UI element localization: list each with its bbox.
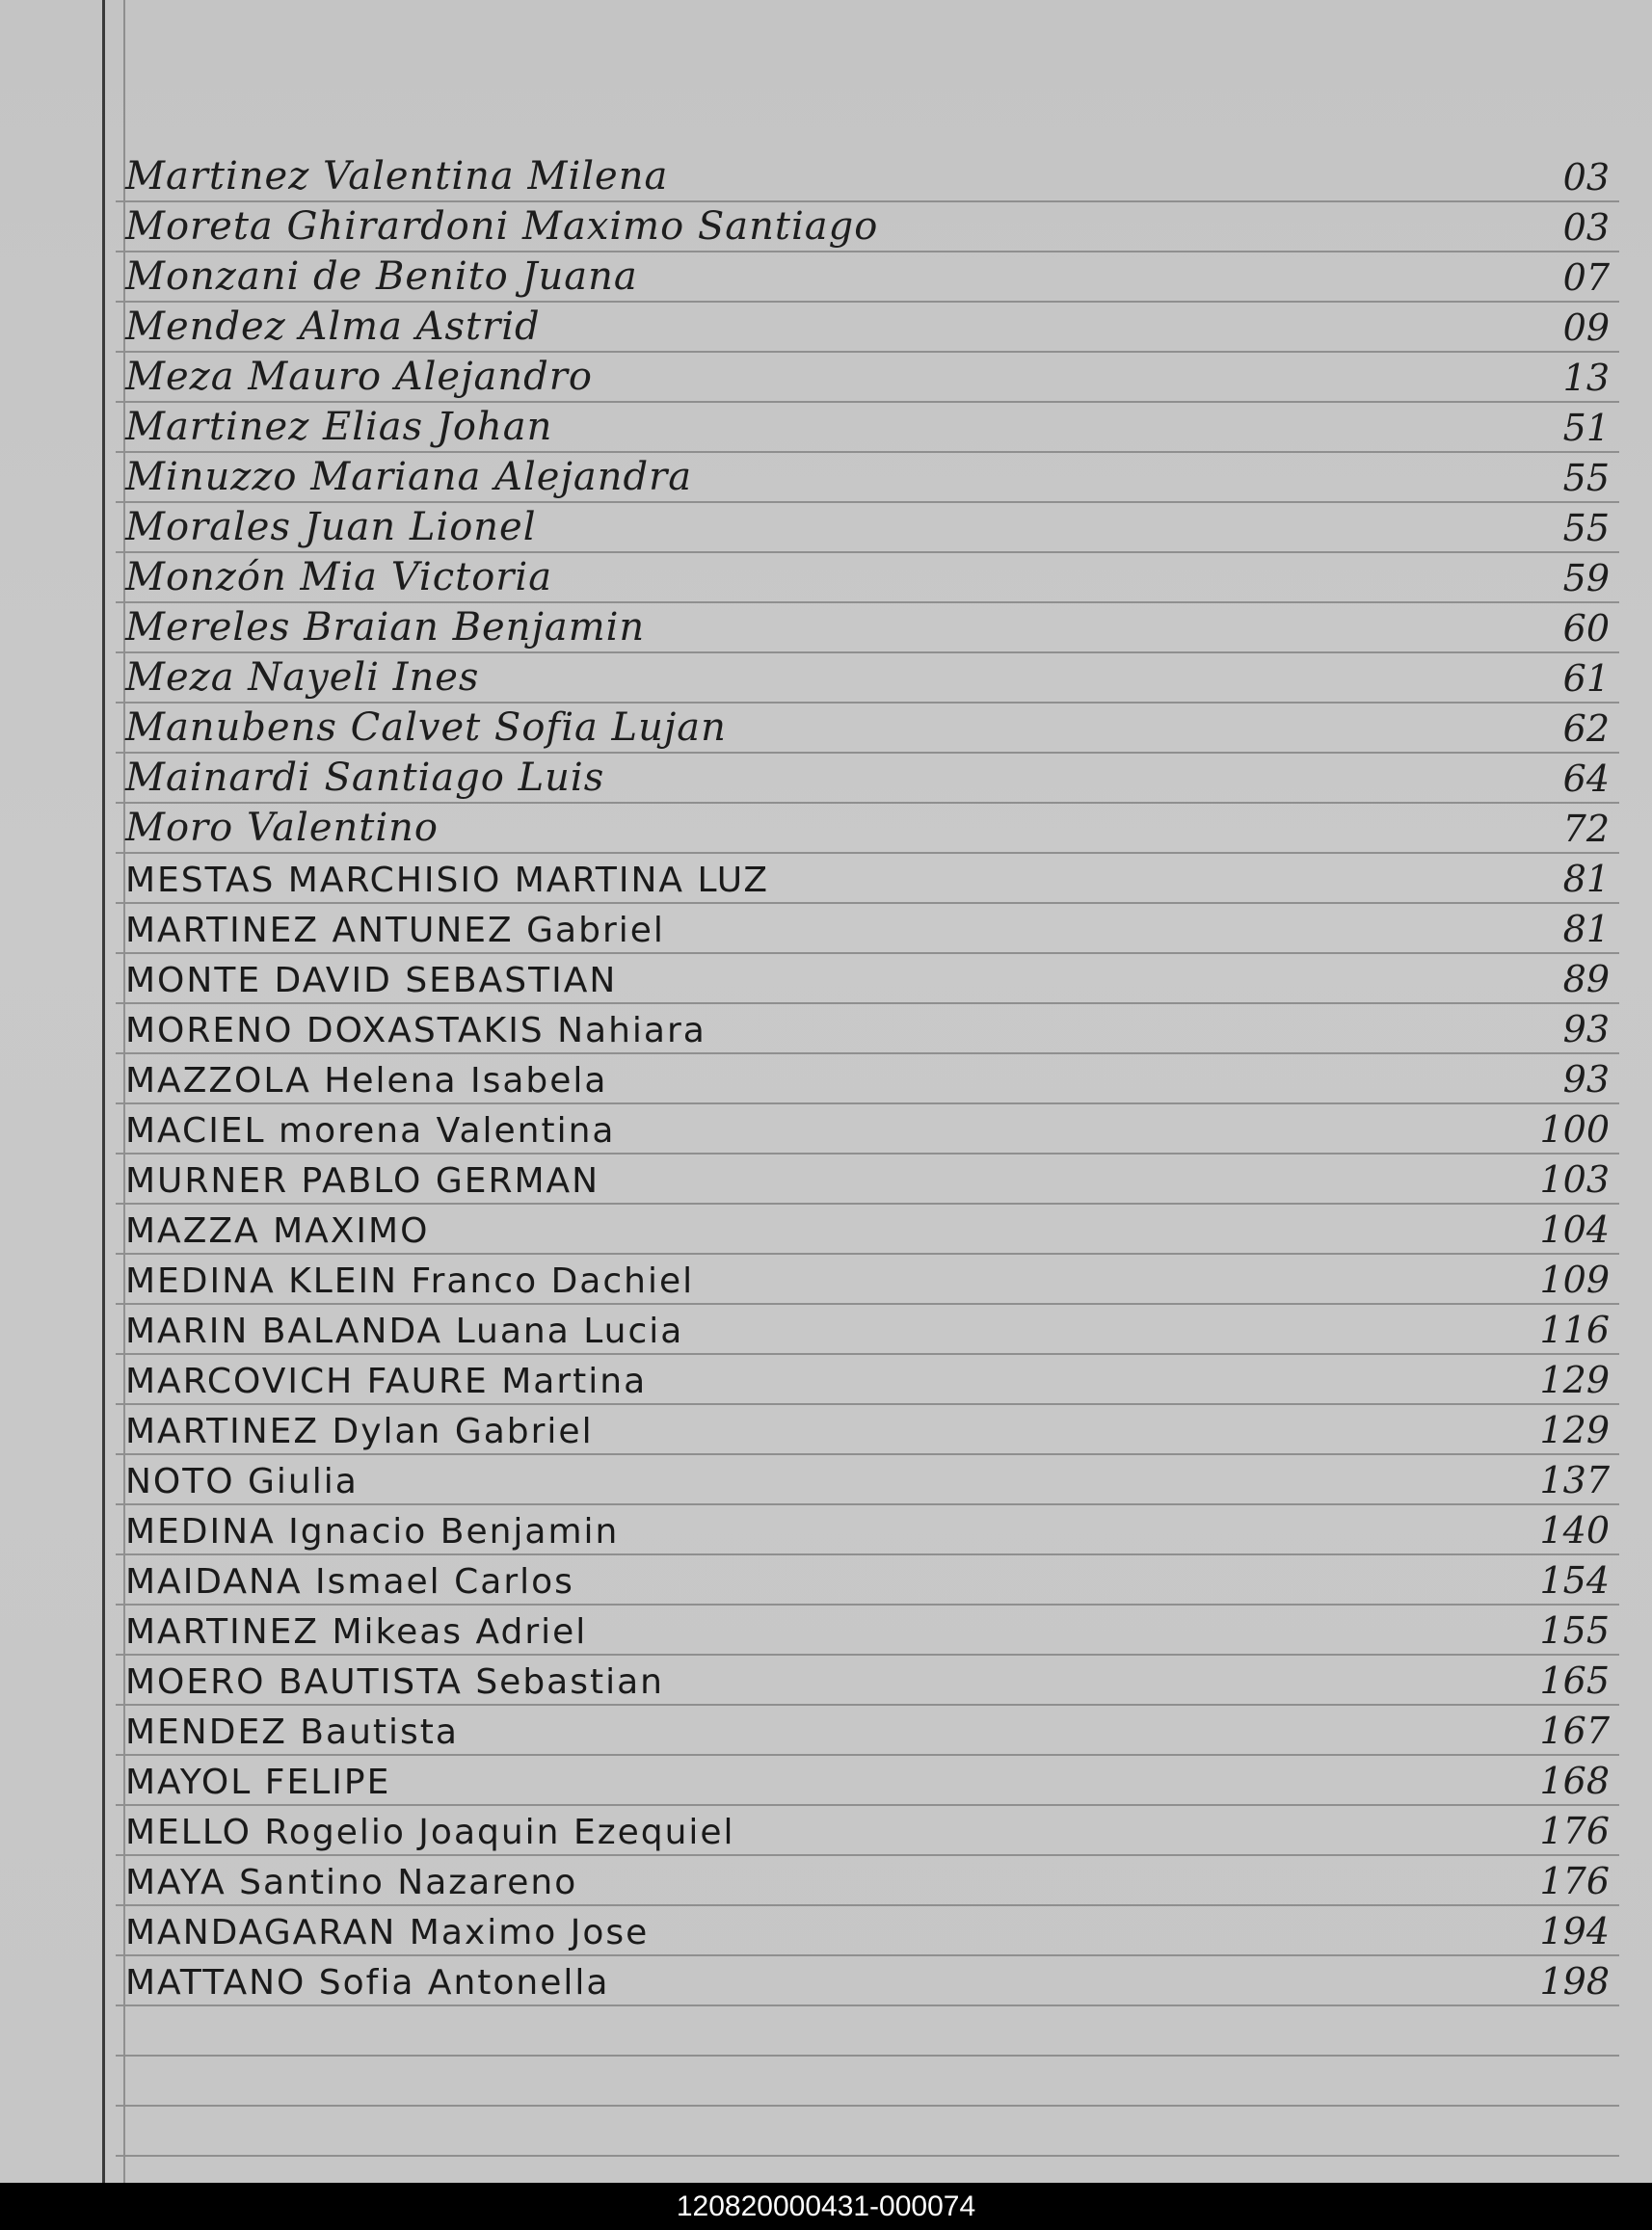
entry-number: 03 [1562, 206, 1610, 249]
ruled-line [116, 2055, 1619, 2057]
entry-number: 129 [1539, 1359, 1610, 1401]
list-item [125, 1155, 1610, 1205]
entry-number: 167 [1539, 1710, 1610, 1752]
entry-number: 55 [1562, 457, 1610, 499]
entry-number: 176 [1539, 1860, 1610, 1902]
list-item [125, 1004, 1610, 1054]
entry-number: 03 [1562, 156, 1610, 199]
list-item [125, 1405, 1610, 1455]
list-item [125, 1255, 1610, 1305]
list-item [125, 202, 1610, 252]
list-item [125, 503, 1610, 553]
list-item [125, 1706, 1610, 1756]
list-item [125, 1505, 1610, 1555]
entry-number: 81 [1562, 908, 1610, 950]
entry-number: 154 [1539, 1559, 1610, 1602]
student-name: MELLO Rogelio Joaquin Ezequiel [125, 1813, 735, 1852]
list-item [125, 954, 1610, 1004]
student-name: MESTAS MARCHISIO MARTINA LUZ [125, 861, 770, 900]
list-item [125, 754, 1610, 804]
student-name: MEDINA Ignacio Benjamin [125, 1512, 620, 1552]
entry-number: 104 [1539, 1208, 1610, 1251]
student-name: MARTINEZ Mikeas Adriel [125, 1612, 588, 1652]
student-name: MONTE DAVID SEBASTIAN [125, 961, 618, 1000]
entry-number: 93 [1562, 1008, 1610, 1050]
student-name: MATTANO Sofia Antonella [125, 1963, 610, 2003]
entry-number: 93 [1562, 1058, 1610, 1101]
list-item [125, 1054, 1610, 1104]
list-item [125, 1906, 1610, 1956]
entry-number: 81 [1562, 858, 1610, 900]
student-name: Monzani de Benito Juana [125, 254, 638, 299]
list-item [125, 1856, 1610, 1906]
student-name: Morales Juan Lionel [125, 505, 537, 549]
entry-number: 60 [1562, 607, 1610, 650]
list-item [125, 152, 1610, 202]
list-item [125, 904, 1610, 954]
entry-number: 137 [1539, 1459, 1610, 1501]
student-name: MARIN BALANDA Luana Lucia [125, 1312, 684, 1351]
list-item [125, 1555, 1610, 1606]
student-name: Meza Nayeli Ines [125, 655, 480, 700]
student-name: MANDAGARAN Maximo Jose [125, 1913, 650, 1952]
list-item [125, 553, 1610, 603]
student-name: Monzón Mia Victoria [125, 555, 553, 599]
entry-number: 62 [1562, 707, 1610, 750]
list-item [125, 303, 1610, 353]
list-item [125, 1104, 1610, 1155]
list-item [125, 603, 1610, 653]
student-name: MARCOVICH FAURE Martina [125, 1362, 648, 1401]
entry-number: 59 [1562, 557, 1610, 599]
list-item [125, 1205, 1610, 1255]
student-name: Moreta Ghirardoni Maximo Santiago [125, 204, 879, 249]
student-name: MAZZOLA Helena Isabela [125, 1061, 608, 1101]
student-name: MARTINEZ ANTUNEZ Gabriel [125, 911, 665, 950]
list-item [125, 1806, 1610, 1856]
list-item [125, 804, 1610, 854]
entry-number: 168 [1539, 1760, 1610, 1802]
entry-number: 109 [1539, 1259, 1610, 1301]
student-name: MACIEL morena Valentina [125, 1111, 616, 1151]
student-name: MENDEZ Bautista [125, 1712, 459, 1752]
student-name: MORENO DOXASTAKIS Nahiara [125, 1011, 706, 1050]
student-name: Moro Valentino [125, 806, 439, 850]
list-item [125, 353, 1610, 403]
entry-number: 176 [1539, 1810, 1610, 1852]
student-name: MAYA Santino Nazareno [125, 1863, 578, 1902]
student-name: MAYOL FELIPE [125, 1763, 391, 1802]
list-item [125, 1656, 1610, 1706]
student-name: Meza Mauro Alejandro [125, 355, 593, 399]
ruled-line [116, 2105, 1619, 2107]
student-name: Mainardi Santiago Luis [125, 756, 605, 800]
list-item [125, 854, 1610, 904]
list-item [125, 403, 1610, 453]
list-item [125, 1355, 1610, 1405]
page-margin-line [102, 0, 105, 2183]
ruled-line [116, 2155, 1619, 2157]
entry-number: 140 [1539, 1509, 1610, 1552]
entry-number: 64 [1562, 757, 1610, 800]
entry-number: 72 [1562, 808, 1610, 850]
entry-number: 100 [1539, 1108, 1610, 1151]
list-item [125, 1756, 1610, 1806]
student-name: Mereles Braian Benjamin [125, 605, 646, 650]
entry-number: 129 [1539, 1409, 1610, 1451]
entry-number: 103 [1539, 1158, 1610, 1201]
student-name: MAZZA MAXIMO [125, 1211, 430, 1251]
entry-number: 09 [1562, 306, 1610, 349]
list-item [125, 453, 1610, 503]
student-name: Minuzzo Mariana Alejandra [125, 455, 693, 499]
entry-number: 51 [1562, 407, 1610, 449]
document-id: 120820000431-000074 [676, 2190, 976, 2222]
student-name: MOERO BAUTISTA Sebastian [125, 1662, 664, 1702]
document-id-footer [0, 2183, 1652, 2230]
entry-number: 165 [1539, 1659, 1610, 1702]
student-name: MAIDANA Ismael Carlos [125, 1562, 574, 1602]
list-item [125, 1305, 1610, 1355]
entry-number: 194 [1539, 1910, 1610, 1952]
list-item [125, 653, 1610, 704]
entry-number: 07 [1562, 256, 1610, 299]
student-name: MEDINA KLEIN Franco Dachiel [125, 1261, 695, 1301]
student-name: Manubens Calvet Sofia Lujan [125, 705, 727, 750]
student-name: MURNER PABLO GERMAN [125, 1161, 600, 1201]
student-name: MARTINEZ Dylan Gabriel [125, 1412, 594, 1451]
entry-number: 198 [1539, 1960, 1610, 2003]
entry-number: 61 [1562, 657, 1610, 700]
list-item [125, 1606, 1610, 1656]
list-item [125, 252, 1610, 303]
student-name: Martinez Elias Johan [125, 405, 553, 449]
list-item [125, 1455, 1610, 1505]
entry-number: 89 [1562, 958, 1610, 1000]
entry-number: 13 [1562, 357, 1610, 399]
entry-number: 155 [1539, 1609, 1610, 1652]
student-name: NOTO Giulia [125, 1462, 359, 1501]
list-item [125, 704, 1610, 754]
list-item [125, 1956, 1610, 2006]
entry-number: 55 [1562, 507, 1610, 549]
student-name: Mendez Alma Astrid [125, 305, 541, 349]
entry-number: 116 [1539, 1309, 1610, 1351]
student-name: Martinez Valentina Milena [125, 154, 669, 199]
